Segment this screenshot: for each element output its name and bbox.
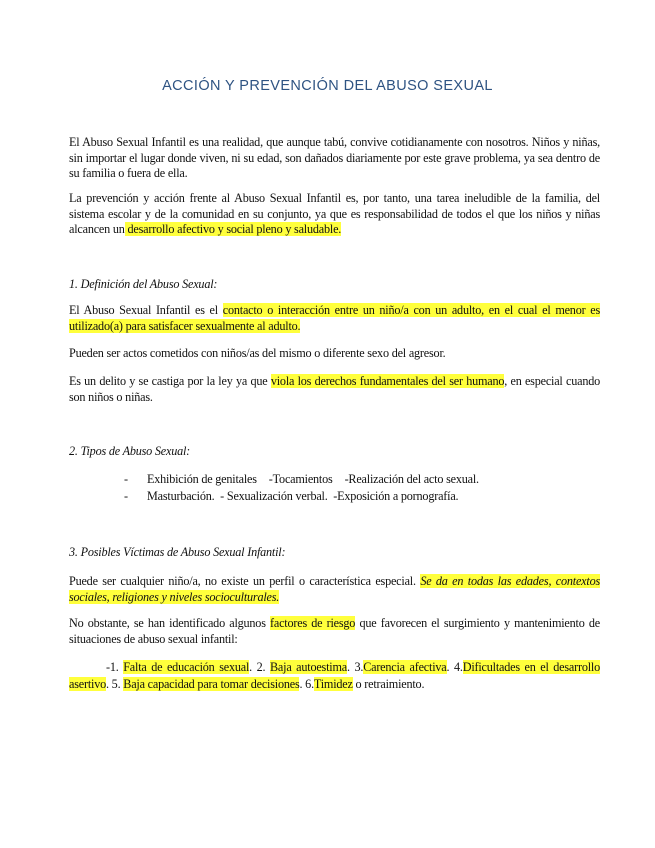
s1-p3-text-b: , en especial cuando son niños o niñas.	[69, 374, 600, 404]
section-3-paragraph-1	[69, 574, 600, 605]
section-3-paragraph-2	[69, 616, 600, 647]
factor-2: Baja autoestima	[270, 660, 347, 674]
factor-number: . 4.	[446, 660, 463, 674]
factor-number: -1.	[106, 660, 124, 674]
factor-number: . 2.	[249, 660, 270, 674]
s1-p3-text-a: Es un delito y se castiga por la ley ya que	[69, 374, 271, 388]
factor-number: . 3.	[346, 660, 364, 674]
section-2-heading: 2. Tipos de Abuso Sexual:	[69, 444, 191, 458]
risk-factors-list	[69, 659, 600, 693]
intro-p2-text: La prevención y acción frente al Abuso Sexual Infantil es, por tanto, una tarea ineludible de la familia, del sistema escolar y de la comunidad en su conjunto, ya que es responsabilidad de todos el que los niños y niñas alcancen un	[69, 191, 600, 236]
intro-paragraph-2	[69, 191, 600, 238]
factor-1: Falta de educación sexual	[123, 660, 250, 674]
type-item: -Exposición a pornografía.	[333, 489, 459, 503]
intro-paragraph-1: El Abuso Sexual Infantil es una realidad, que aunque tabú, convive cotidianamente con nosotros. Niños y niñas, sin importar el lugar donde viven, ni su edad, son dañados diariamente por este grave problema, ya sea dentro de su familia o fuera de ella.	[69, 135, 600, 180]
highlight-desarrollo: desarrollo afectivo y social pleno y saludable.	[124, 222, 342, 236]
section-1-paragraph-1	[69, 303, 600, 334]
type-item: Masturbación.	[147, 489, 215, 503]
factor-3: Carencia afectiva	[363, 660, 447, 674]
bullet-dash: -	[124, 472, 128, 486]
type-item: - Sexualización verbal.	[220, 489, 328, 503]
section-1-paragraph-2: Pueden ser actos cometidos con niños/as del mismo o diferente sexo del agresor.	[69, 346, 446, 360]
factor-number: . 5.	[105, 677, 124, 691]
highlight-edades: Se da en todas las edades, contextos sociales, religiones y niveles socioculturales.	[69, 574, 601, 604]
highlight-definition: contacto o interacción entre un niño/a con un adulto, en el cual el menor es utilizado(a) para satisfacer sexualmente al adulto.	[69, 303, 601, 333]
bullet-dash: -	[124, 489, 128, 503]
s1-p1-text: El Abuso Sexual Infantil es el	[69, 303, 223, 317]
s3-p2-text-a: No obstante, se han identificado algunos	[69, 616, 271, 630]
types-list-row-2	[124, 489, 604, 505]
page-title: ACCIÓN Y PREVENCIÓN DEL ABUSO SEXUAL	[162, 78, 493, 94]
factor-number: . 6.	[299, 677, 314, 691]
section-3-heading: 3. Posibles Víctimas de Abuso Sexual Infantil:	[69, 545, 286, 559]
type-item: -Realización del acto sexual.	[344, 472, 479, 486]
type-item: -Tocamientos	[268, 472, 333, 486]
section-1-heading: 1. Definición del Abuso Sexual:	[69, 277, 218, 291]
factor-tail: o retraimiento.	[352, 677, 425, 691]
s3-p1-text: Puede ser cualquier niño/a, no existe un perfil o característica especial.	[69, 574, 421, 588]
type-item: Exhibición de genitales	[147, 472, 257, 486]
types-list-row-1	[124, 472, 604, 488]
highlight-derechos: viola los derechos fundamentales del ser humano	[270, 374, 505, 388]
factor-6: Timidez	[313, 677, 353, 691]
highlight-factores: factores de riesgo	[270, 616, 356, 630]
s3-p2-text-b: que favorecen el surgimiento y mantenimiento de situaciones de abuso sexual infantil:	[69, 616, 600, 646]
section-1-paragraph-3	[69, 374, 600, 405]
factor-4: Dificultades en el desarrollo asertivo	[69, 660, 601, 691]
factor-5: Baja capacidad para tomar decisiones	[123, 677, 300, 691]
